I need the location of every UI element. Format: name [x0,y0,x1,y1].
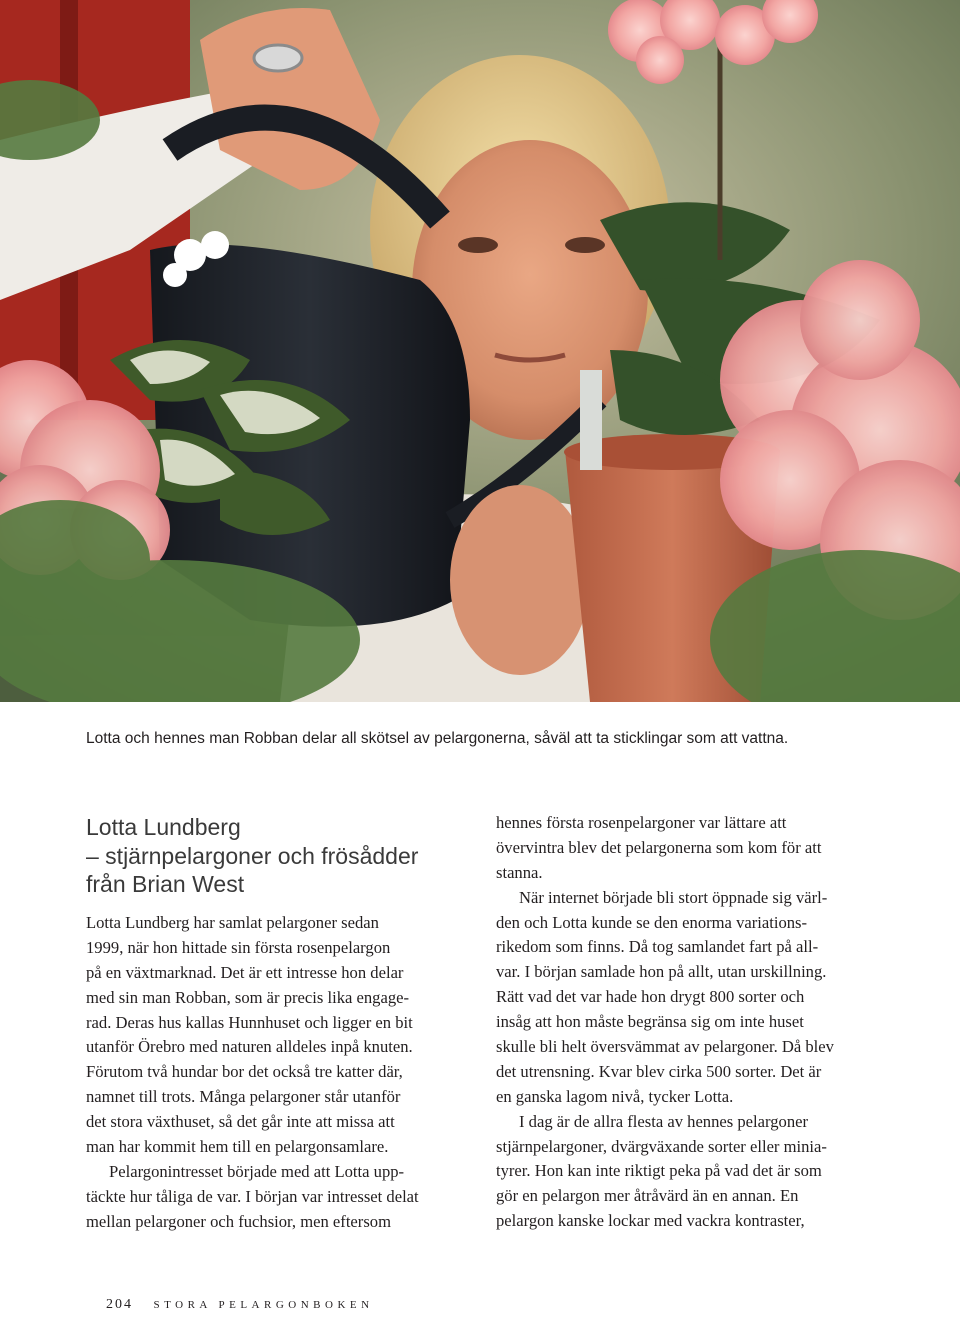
text-line: det utrensning. Kvar blev cirka 500 sorter. Det är [496,1061,822,1081]
text-line: När internet började bli stort öppnade sig värl- [519,887,828,907]
text-line: på en växtmarknad. Det är ett intresse hon delar [86,962,404,982]
body-column-right [496,811,881,1234]
text-line: rad. Deras hus kallas Hunnhuset och ligger en bit [86,1012,413,1032]
text-line: Pelargonintresset började med att Lotta upp- [109,1161,405,1181]
text-line: insåg att hon måste begränsa sig om inte huset [496,1012,804,1032]
text-line: det stora växthuset, så det går inte att missa att [86,1112,395,1132]
text-line: Förutom två hundar bor det också tre katter där, [86,1062,403,1082]
text-line: Lotta Lundberg har samlat pelargoner sedan [86,913,379,932]
text-line: täckte hur tåliga de var. I början var intresset delat [86,1186,419,1206]
text-line: en ganska lagom nivå, tycker Lotta. [496,1086,734,1106]
book-title: STORA PELARGONBOKEN [153,1299,374,1311]
text-line: hennes första rosenpelargoner var lättare att [496,813,787,832]
text-line: den och Lotta kunde se den enorma variations- [496,912,808,932]
headline-line-1: Lotta Lundberg [86,814,241,840]
text-line: Rätt vad det var hade hon drygt 800 sorter och [496,987,805,1007]
text-line: tyrer. Hon kan inte riktigt peka på vad det är som [496,1161,822,1181]
text-line: var. I början samlade hon på allt, utan urskillning. [496,962,827,982]
text-line: namnet till trots. Många pelargoner står utanför [86,1087,401,1107]
photo-caption: Lotta och hennes man Robban delar all skötsel av pelargonerna, såväl att ta sticklingar som att vattna. [86,730,789,747]
text-line: 1999, när hon hittade sin första rosenpelargon [86,937,391,957]
headline-line-3: från Brian West [86,871,245,897]
text-line: gör en pelargon mer åtråvärd än en annan. En [496,1186,799,1206]
text-line: skulle bli helt översvämmat av pelargoner. Då blev [496,1037,834,1057]
page-footer [106,1297,374,1313]
text-line: man har kommit hem till en pelargonsamlare. [86,1137,389,1157]
text-line: med sin man Robban, som är precis lika engage- [86,987,410,1007]
text-line: stjärnpelargoner, dvärgväxande sorter eller minia- [496,1136,827,1156]
body-column-left [86,911,466,1235]
headline-line-2: – stjärnpelargoner och frösådder [86,842,419,869]
text-line: pelargon kanske lockar med vackra kontraster, [496,1211,805,1231]
text-line: stanna. [496,862,543,882]
text-line: mellan pelargoner och fuchsior, men eftersom [86,1211,391,1231]
text-line: I dag är de allra flesta av hennes pelargoner [519,1111,809,1131]
article-headline [86,813,476,899]
text-line: utanför Örebro med naturen alldeles inpå knuten. [86,1037,413,1057]
text-line: rikedom som finns. Då tog samlandet fart på all- [496,937,819,957]
text-line: övervintra blev det pelargonerna som kom för att [496,837,822,857]
page-number: 204 [106,1297,133,1312]
